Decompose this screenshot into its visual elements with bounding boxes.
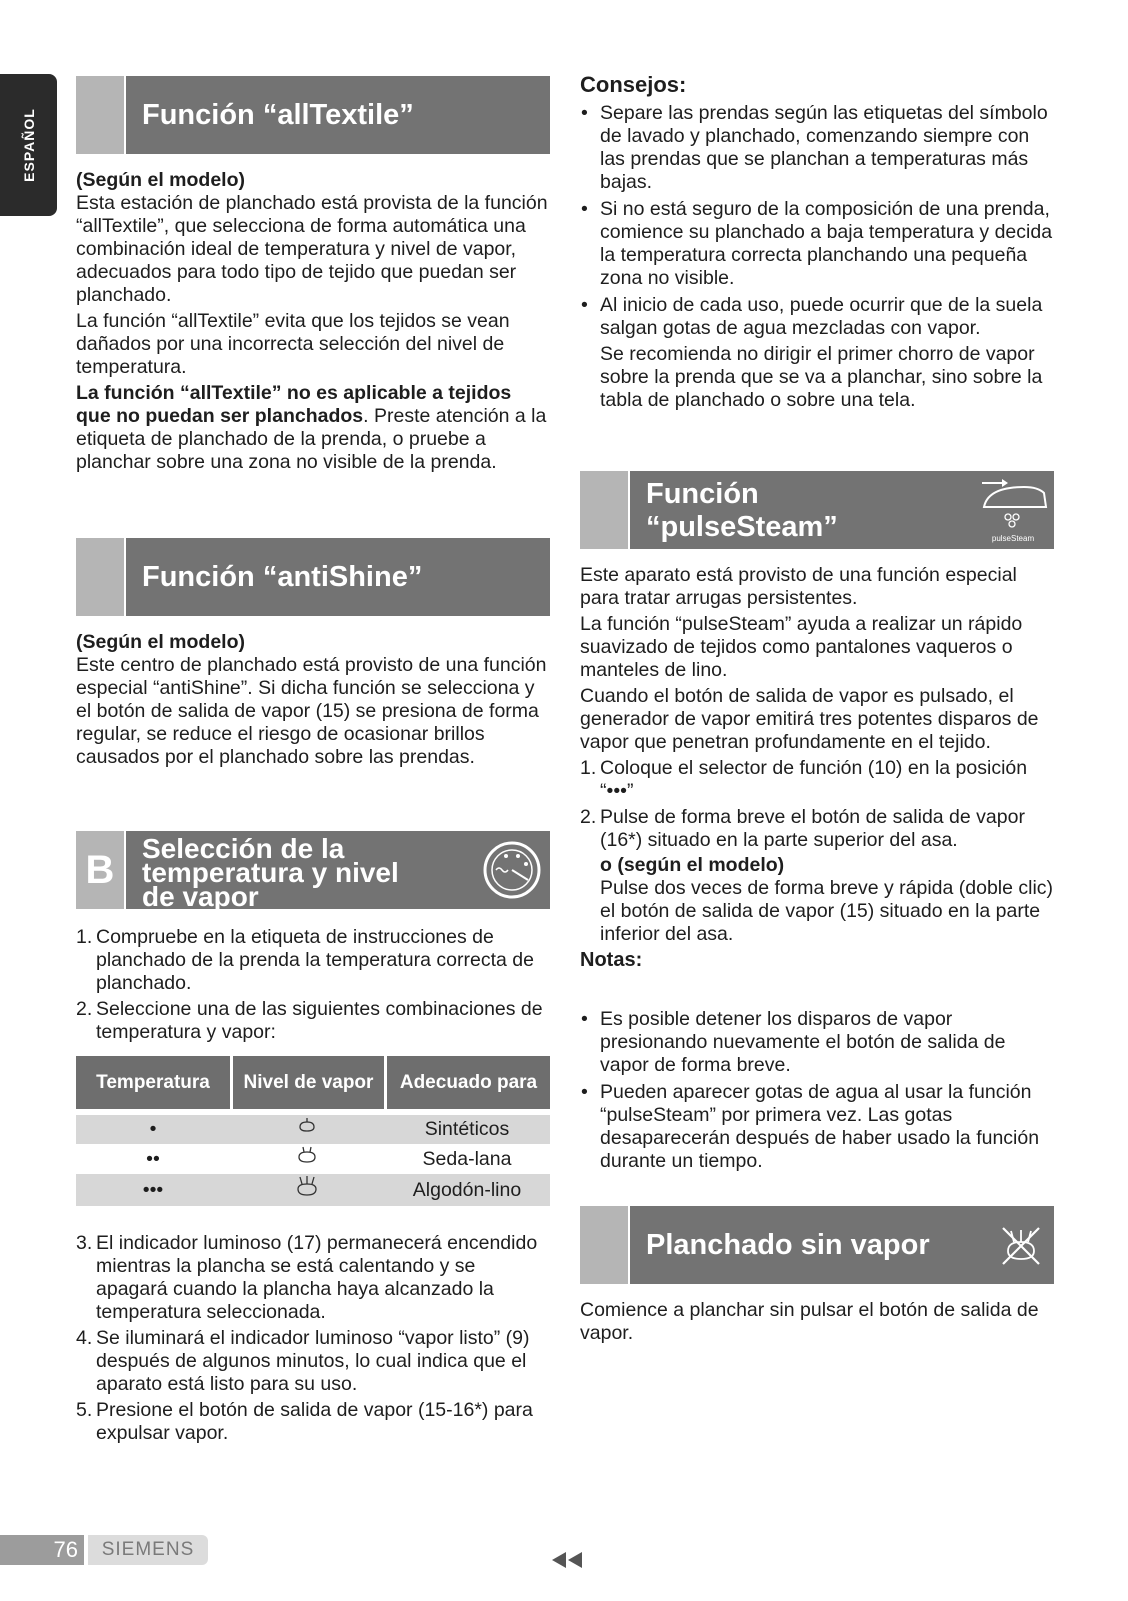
alltextile-p1: Esta estación de planchado está provista de la función “allTextile”, que selecciona de forma automática una combinación ideal de temperatura y nivel de vapor, adecuados para todo tipo de tejido que puedan ser planchado. bbox=[76, 192, 548, 306]
antishine-header bbox=[76, 538, 550, 616]
alltextile-p2: La función “allTextile” evita que los tejidos se vean dañados por una incorrecta selección del nivel de temperatura. bbox=[76, 310, 510, 378]
list-item: 4. Se iluminará el indicador luminoso “vapor listo” (9) después de algunos minutos, lo cual indica que el aparato está listo para su uso. bbox=[76, 1327, 530, 1395]
svg-text:pulseSteam: pulseSteam bbox=[991, 534, 1035, 543]
list-item: • Si no está seguro de la composición de una prenda, comience su planchado a baja temperatura y decida la temperatura correcta planchando una pequeña zona no visible. bbox=[580, 198, 1054, 290]
steam-level-3-icon bbox=[294, 1174, 320, 1200]
pulsesteam-body bbox=[580, 564, 1054, 972]
alltextile-title: Función “allTextile” bbox=[142, 98, 414, 131]
brand-label: SIEMENS bbox=[88, 1535, 208, 1565]
nosteam-title: Planchado sin vapor bbox=[646, 1228, 930, 1261]
tips-title: Consejos: bbox=[580, 72, 687, 97]
selection-title: Selección de la temperatura y nivel de vapor bbox=[142, 833, 399, 912]
list-item: 1. Compruebe en la etiqueta de instrucciones de planchado de la prenda la temperatura correcta de planchado. bbox=[76, 926, 534, 994]
list-item: 5. Presione el botón de salida de vapor (15-16*) para expulsar vapor. bbox=[76, 1399, 533, 1444]
tips-list bbox=[580, 102, 1054, 416]
pulsesteam-icon bbox=[978, 475, 1048, 545]
steam-level-2-icon bbox=[295, 1144, 319, 1168]
steam-level-1-icon bbox=[296, 1117, 318, 1137]
antishine-model-note: (Según el modelo) bbox=[76, 631, 246, 653]
list-item: 2. Pulse de forma breve el botón de salida de vapor (16*) situado en la parte superior del asa. o (según el modelo) Pulse dos veces de forma breve y rápida (doble clic) el botón de salida de vapor (15) situado en la parte inferior del asa. bbox=[580, 806, 1054, 945]
list-item: • Al inicio de cada uso, puede ocurrir que de la suela salgan gotas de agua mezcladas con vapor. Se recomienda no dirigir el primer chorro de vapor sobre la prenda que se va a planchar, sino sobre la tabla de planchado o sobre una tela. bbox=[580, 294, 1054, 412]
back-arrows-icon[interactable] bbox=[550, 1551, 586, 1569]
table-row: ••• Algodón-lino bbox=[76, 1174, 550, 1206]
list-item: 2. Seleccione una de las siguientes combinaciones de temperatura y vapor: bbox=[76, 998, 543, 1043]
antishine-body bbox=[76, 631, 550, 769]
selection-steps-b bbox=[76, 1232, 550, 1448]
temperature-dial-icon bbox=[482, 840, 542, 900]
notes-list bbox=[580, 1008, 1054, 1177]
antishine-p1: Este centro de planchado está provisto de una función especial “antiShine”. Si dicha función se selecciona y el botón de salida de vapor (15) se presiona de forma regular, se reduce el riesgo de ocasionar brillos causados por el planchado sobre las prendas. bbox=[76, 654, 547, 768]
table-row: • Sintéticos bbox=[76, 1115, 550, 1144]
or-model-note: o (según el modelo) bbox=[600, 854, 785, 876]
language-label: ESPAÑOL bbox=[20, 108, 37, 182]
tips-extra: Se recomienda no dirigir el primer chorro de vapor sobre la prenda que se va a planchar, sino sobre la tabla de planchado o sobre una tela. bbox=[600, 343, 1043, 411]
nosteam-p1: Comience a planchar sin pulsar el botón de salida de vapor. bbox=[580, 1299, 1039, 1344]
pulsesteam-p3: Cuando el botón de salida de vapor es pulsado, el generador de vapor emitirá tres potentes disparos de vapor que penetran profundamente en el tejido. bbox=[580, 685, 1039, 753]
table-row: •• Seda-lana bbox=[76, 1144, 550, 1174]
table-header: Nivel de vapor bbox=[230, 1056, 384, 1109]
list-item: • Separe las prendas según las etiquetas del símbolo de lavado y planchado, comenzando siempre con las prendas que se planchan a temperaturas más bajas. bbox=[580, 102, 1054, 194]
selection-header bbox=[76, 831, 550, 912]
section-letter: B bbox=[76, 831, 124, 909]
alltextile-p3: La función “allTextile” no es aplicable a tejidos que no puedan ser planchados. Preste atención a la etiqueta de planchado de la prenda, o pruebe a planchar sobre una zona no visible de la prenda. bbox=[76, 382, 547, 473]
list-item: • Es posible detener los disparos de vapor presionando nuevamente el botón de salida de vapor de forma breve. bbox=[580, 1008, 1054, 1077]
list-item: 3. El indicador luminoso (17) permanecerá encendido mientras la plancha se está calentando y se apagará cuando la plancha haya alcanzado la temperatura seleccionada. bbox=[76, 1232, 538, 1323]
selection-steps-a bbox=[76, 926, 550, 1047]
alltextile-header bbox=[76, 76, 550, 154]
antishine-title: Función “antiShine” bbox=[142, 560, 423, 593]
page-number: 76 bbox=[0, 1535, 84, 1565]
pulsesteam-p1: Este aparato está provisto de una función especial para tratar arrugas persistentes. bbox=[580, 564, 1017, 609]
pulsesteam-p2: La función “pulseSteam” ayuda a realizar un rápido suavizado de tejidos como pantalones vaqueros o manteles de lino. bbox=[580, 613, 1023, 681]
list-item: 1. Coloque el selector de función (10) en la posición “•••” bbox=[580, 757, 1028, 802]
alltextile-model-note: (Según el modelo) bbox=[76, 169, 246, 191]
table-header: Temperatura bbox=[76, 1056, 230, 1109]
table-header: Adecuado para bbox=[384, 1056, 550, 1109]
list-item: • Pueden aparecer gotas de agua al usar la función “pulseSteam” por primera vez. Las gotas desaparecerán después de haber usado la función durante un tiempo. bbox=[580, 1081, 1054, 1173]
pulsesteam-header bbox=[580, 471, 1054, 549]
language-tab bbox=[0, 74, 57, 216]
pulsesteam-title: Función “pulseSteam” bbox=[646, 478, 838, 543]
temperature-steam-table bbox=[76, 1056, 550, 1206]
alltextile-body bbox=[76, 169, 550, 474]
nosteam-header bbox=[580, 1206, 1054, 1284]
notes-title: Notas: bbox=[580, 949, 643, 971]
no-steam-icon bbox=[1000, 1225, 1042, 1267]
